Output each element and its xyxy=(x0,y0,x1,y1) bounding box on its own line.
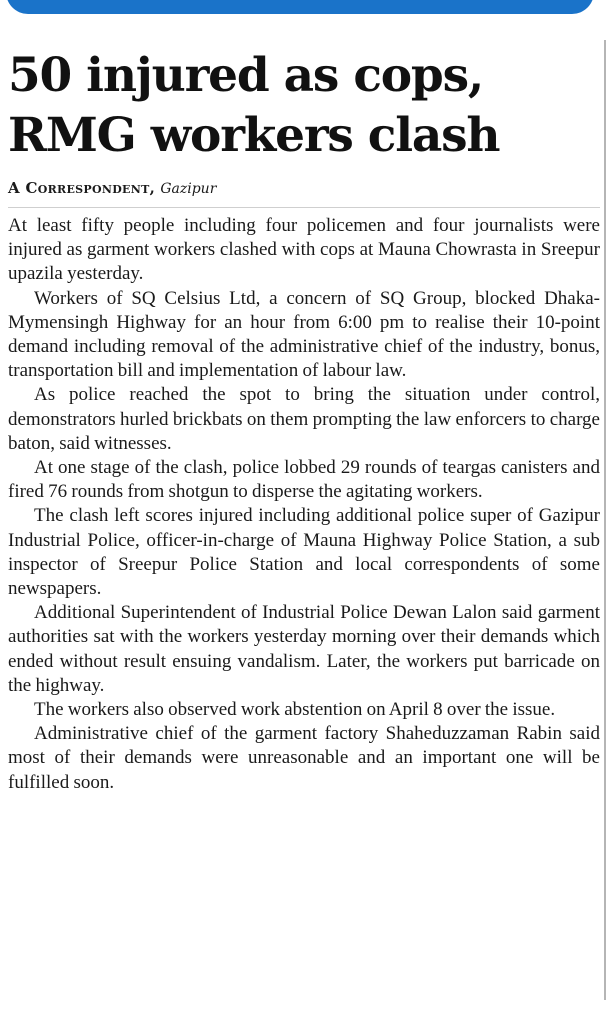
news-article xyxy=(8,46,600,795)
top-color-band xyxy=(6,0,594,14)
headline-line-2: RMG workers clash xyxy=(8,108,500,163)
article-body xyxy=(8,214,600,795)
paragraph-7: The workers also observed work abstention on April 8 over the issue. xyxy=(34,699,556,721)
byline-divider xyxy=(8,207,600,208)
byline-author: A Correspondent, xyxy=(8,179,156,197)
paragraph-4: At one stage of the clash, police lobbed 29 rounds of teargas canisters and fired 76 rounds from shotgun to disperse the agitating workers. xyxy=(8,457,600,503)
paragraph-6: Additional Superintendent of Industrial Police Dewan Lalon said garment authorities sat with the workers yesterday morning over their demands which ended without result ensuing vandalism. Later, the workers put barricade on the highway. xyxy=(8,602,600,696)
paragraph-5: The clash left scores injured including additional police super of Gazipur Industrial Police, officer-in-charge of Mauna Highway Police Station, a sub inspector of Sreepur Police Station and local correspondents of some newspapers. xyxy=(8,505,600,600)
headline xyxy=(8,46,600,166)
column-divider xyxy=(604,40,606,1000)
byline-place: Gazipur xyxy=(160,181,217,197)
headline-line-1: 50 injured as cops, xyxy=(8,48,483,103)
paragraph-3: As police reached the spot to bring the situation under control, demonstrators hurled brickbats on them prompting the law enforcers to charge baton, said witnesses. xyxy=(8,384,600,454)
paragraph-8: Administrative chief of the garment factory Shaheduzzaman Rabin said most of their demands were unreasonable and an important one will be fulfilled soon. xyxy=(8,723,600,793)
paragraph-1: At least fifty people including four policemen and four journalists were injured as garment workers clashed with cops at Mauna Chowrasta in Sreepur upazila yesterday. xyxy=(8,215,600,285)
byline xyxy=(8,178,600,199)
paragraph-2: Workers of SQ Celsius Ltd, a concern of SQ Group, blocked Dhaka-Mymensingh Highway for an hour from 6:00 pm to realise their 10-point demand including removal of the administrative chief of the industry, bonus, transportation bill and implementation of labour law. xyxy=(8,287,600,382)
